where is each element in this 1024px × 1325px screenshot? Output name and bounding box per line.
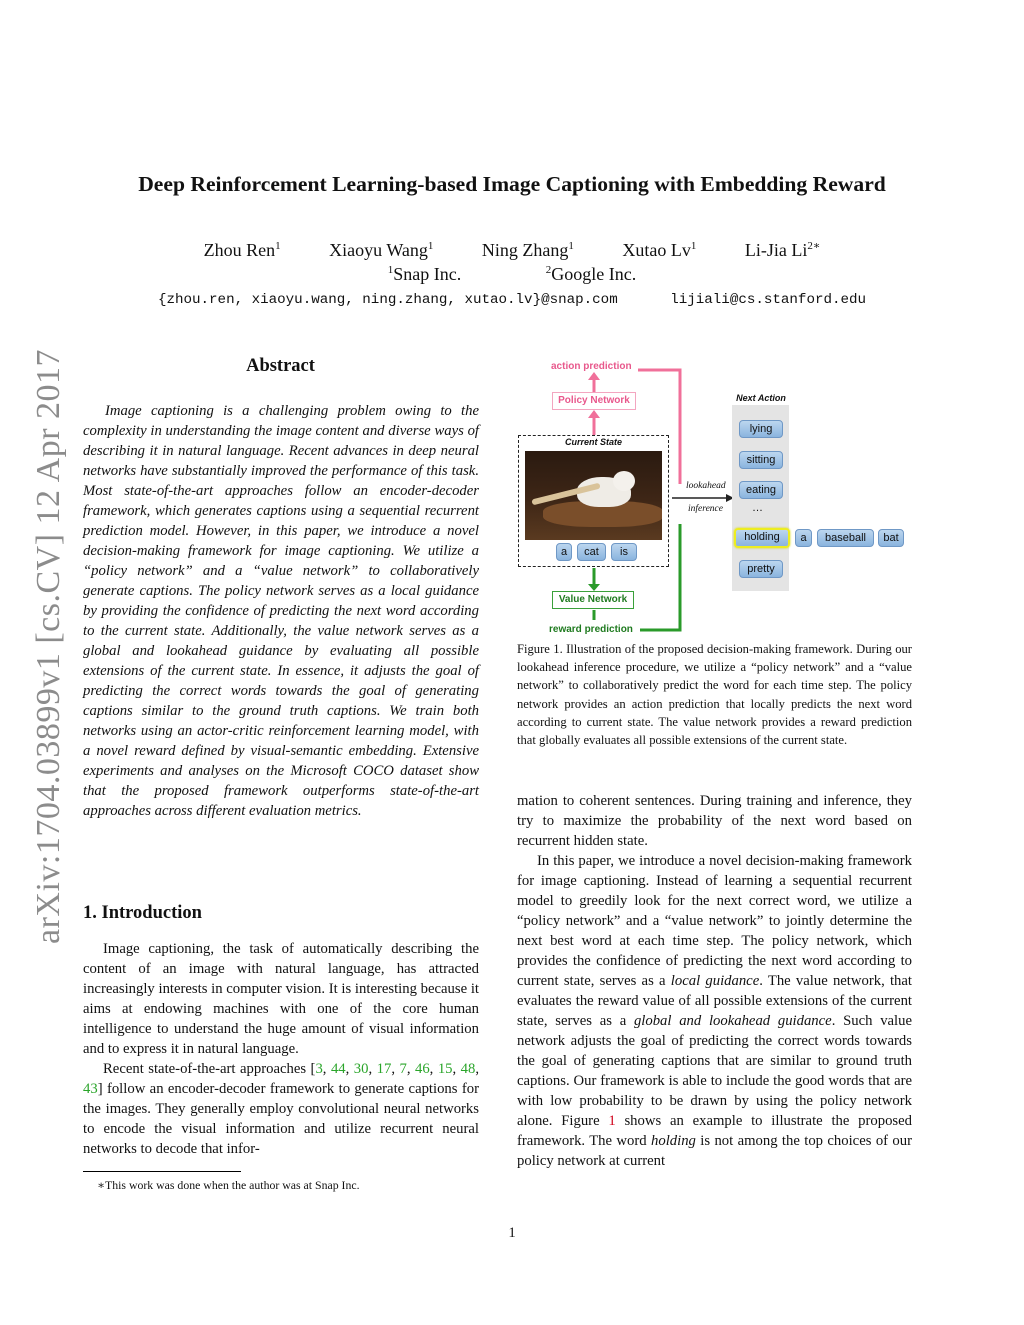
page-number: 1 <box>508 1225 516 1241</box>
current-state-box <box>518 435 669 567</box>
citation-link[interactable]: 3 <box>315 1061 323 1077</box>
author-list <box>0 240 1024 261</box>
action-prediction-label: action prediction <box>551 361 632 372</box>
abstract-heading: Abstract <box>246 356 315 376</box>
arxiv-stamp: arXiv:1704.03899v1 [cs.CV] 12 Apr 2017 <box>30 348 67 944</box>
affiliation: $^2$Google Inc. <box>545 264 637 284</box>
citation-link[interactable]: 44 <box>330 1061 346 1077</box>
affiliation-list <box>0 264 1024 285</box>
figure-1 <box>512 358 922 638</box>
citation-link[interactable]: 48 <box>460 1061 476 1077</box>
citation-link[interactable]: 43 <box>83 1081 98 1097</box>
policy-network-box: Policy Network <box>552 392 636 410</box>
citation-link[interactable]: 17 <box>376 1061 392 1077</box>
state-word: is <box>611 543 637 561</box>
section-heading-introduction: 1. Introduction <box>83 903 202 923</box>
citation-link[interactable]: 30 <box>353 1061 369 1077</box>
paragraph: Recent state-of-the-art approaches [3, 44, 30, 17, 7, 46, 15, 48, 43] follow an encoder-decoder framework to generate captions for the images. They generally employ convolutional neural networks to encode the visual information and utilize recurrent neural networks to decode that infor- <box>83 1061 480 1157</box>
candidate-word: lying <box>739 420 783 438</box>
next-action-title: Next Action <box>736 393 786 403</box>
citation-link[interactable]: 15 <box>437 1061 453 1077</box>
abstract-text: Image captioning is a challenging problem owing to the complexity in understanding the image content and diverse ways of describing it in natural language. Recent advances in deep neural networks have substantially improved the performance of this task. Most state-of-the-art approaches follow an encoder-decoder framework, which generates captions using a sequential recurrent prediction model. However, in this paper, we introduce a novel decision-making framework for image captioning. We utilize a “policy network” and a “value network” to collaboratively generate captions. The policy network serves as a local guidance by providing the confidence of predicting the next word according to the current state. Additionally, the value network serves as a global and lookahead guidance by evaluating all possible extensions of the current state. In essence, it adjusts the goal of predicting the correct words towards the goal of generating captions similar to the ground truth captions. We train both networks using an actor-critic reinforcement learning model, with a novel reward defined by visual-semantic embedding. Extensive experiments and analyses on the Microsoft COCO dataset show that the proposed framework outperforms state-of-the-art approaches across different evaluation metrics. <box>83 403 479 819</box>
value-network-box: Value Network <box>552 591 634 609</box>
state-to-value-head <box>588 584 600 591</box>
paragraph: mation to coherent sentences. During training and inference, they try to maximize the probability of the next word based on recurrent hidden state. <box>517 793 912 849</box>
citation-link[interactable]: 46 <box>414 1061 430 1077</box>
figure-ref-link[interactable]: 1 <box>608 1113 616 1129</box>
author: Zhou Ren$^1$ <box>203 240 281 260</box>
author: Li-Jia $Li^{2∗}$ <box>744 240 821 260</box>
footnote-rule <box>83 1171 241 1172</box>
paper-title: Deep Reinforcement Learning-based Image Captioning with Embedding Reward <box>138 172 886 196</box>
state-to-policy-head <box>588 410 600 418</box>
author: Xutao Lv$^1$ <box>622 240 697 260</box>
continuation-word: a <box>795 529 812 547</box>
affiliation: $^1$Snap Inc. <box>387 264 462 284</box>
cat-head-shape <box>613 471 635 491</box>
candidate-word: sitting <box>739 451 783 469</box>
author: Xiaoyu Wang$^1$ <box>329 240 434 260</box>
state-word: cat <box>577 543 606 561</box>
candidate-ellipsis: … <box>752 502 763 514</box>
current-state-title: Current State <box>564 437 622 447</box>
email: {zhou.ren, xiaoyu.wang, ning.zhang, xutao.lv}@snap.com <box>157 292 618 308</box>
intro-left-column <box>83 939 479 1159</box>
candidate-word: eating <box>739 481 783 499</box>
candidate-word-selected: holding <box>734 528 790 548</box>
author: Ning Zhang$^1$ <box>481 240 574 260</box>
continuation-word: bat <box>878 529 904 547</box>
intro-right-column <box>517 791 912 1171</box>
continuation-word: baseball <box>817 529 874 547</box>
cat-photo <box>525 451 662 540</box>
footnote: ∗This work was done when the author was at Snap Inc. <box>97 1178 360 1192</box>
reward-prediction-label: reward prediction <box>549 624 633 635</box>
paragraph: Image captioning, the task of automatically describing the content of an image with natural language, has attracted increasingly interests in computer vision. It is interesting because it aims at endowing machines with one of the core human intelligence to understand the huge amount of visual information and to express it in natural language. <box>83 941 479 1057</box>
email-list <box>0 292 1024 308</box>
email: lijiali@cs.stanford.edu <box>670 292 867 308</box>
paragraph: In this paper, we introduce a novel decision-making framework for image captioning. Instead of learning a sequential recurrent model to greedily look for the next correct word, we utilize a “policy network” and a “value network” to jointly determine the next best word at each time step. The policy network, which provides the confidence of predicting the next word according to current state, serves as a local guidance. The value network, that evaluates the reward value of all possible extensions of the current state, serves as a global and lookahead guidance. Such value network adjusts the goal of predicting the correct words towards the goal of generating captions that are similar to ground truth captions. Our framework is able to include the good words that are with low probability to be drawn by using the policy network alone. Figure 1 shows an example to illustrate the proposed framework. The word holding is not among the top choices of our policy network at current <box>517 853 913 1169</box>
figure-1-caption: Figure 1. Illustration of the proposed decision-making framework. During our lookahead inference procedure, we utilize a “policy network” and a “value network” to collaboratively predict the word for each time step. The policy network provides an action prediction that locally predicts the next word according to current state. The value network provides a reward prediction that globally evaluates all possible extensions of the current state. <box>517 642 912 748</box>
citation-link[interactable]: 7 <box>399 1061 407 1077</box>
state-word: a <box>556 543 572 561</box>
lookahead-label: lookahead <box>686 481 726 491</box>
candidate-word: pretty <box>739 560 783 578</box>
policy-arrow-head <box>588 372 600 380</box>
inference-label: inference <box>688 504 723 514</box>
